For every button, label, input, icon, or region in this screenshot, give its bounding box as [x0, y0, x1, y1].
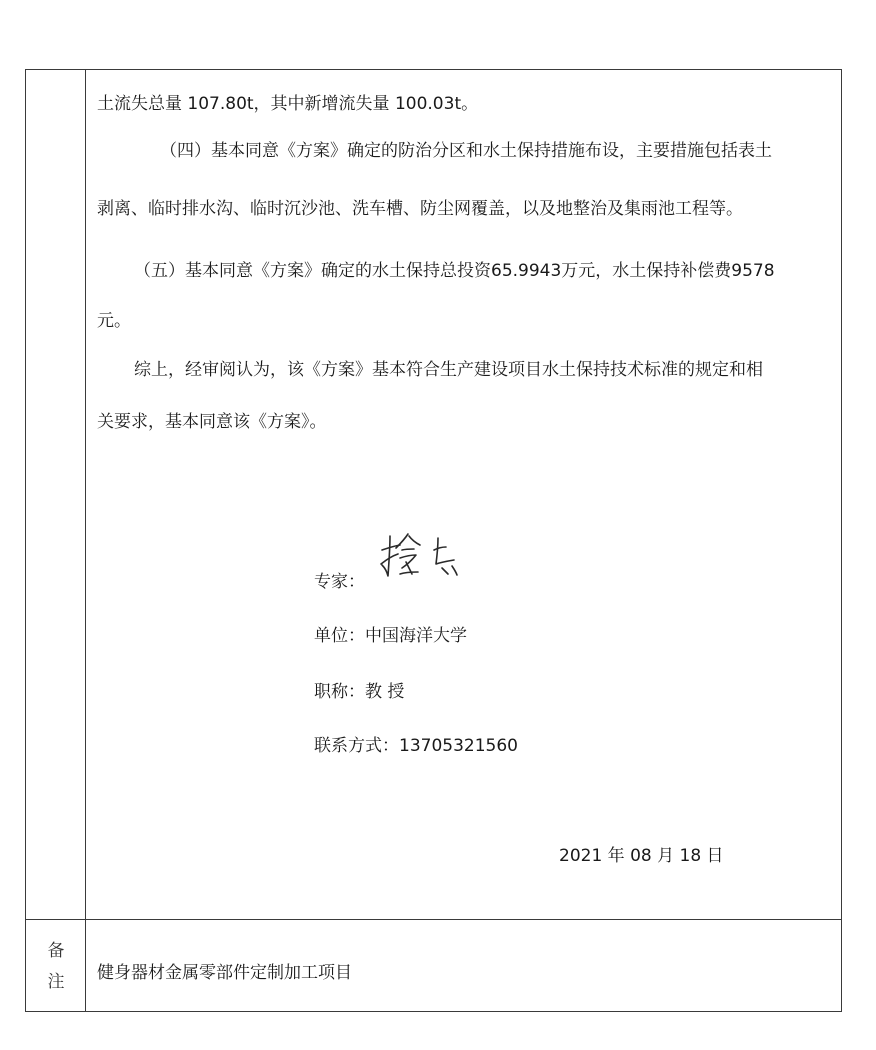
- opinion-item-4-line-2: 剥离、临时排水沟、临时沉沙池、洗车槽、防尘网覆盖，以及地整治及集雨池工程等。: [97, 199, 743, 219]
- remarks-label-char-2: 注: [47, 972, 65, 992]
- summary-line-1: 综上，经审阅认为，该《方案》基本符合生产建设项目水土保持技术标准的规定和相: [134, 360, 763, 380]
- column-divider: [85, 70, 86, 1011]
- remarks-label-char-1: 备: [47, 941, 65, 961]
- opinion-item-5-line-2: 元。: [97, 311, 131, 331]
- handwritten-signature: [376, 528, 466, 588]
- signoff-date: 2021 年 08 月 18 日: [559, 846, 724, 866]
- expert-title: 职称：教 授: [314, 682, 405, 702]
- review-form-table: [25, 69, 842, 1012]
- expert-label: 专家：: [314, 572, 365, 592]
- expert-contact: 联系方式：13705321560: [314, 736, 518, 756]
- opinion-item-5-line-1: （五）基本同意《方案》确定的水土保持总投资65.9943万元，水土保持补偿费9578: [134, 261, 775, 281]
- opinion-item-4-line-1: （四）基本同意《方案》确定的防治分区和水土保持措施布设，主要措施包括表土: [160, 141, 772, 161]
- summary-line-2: 关要求，基本同意该《方案》。: [97, 412, 327, 432]
- opinion-line-soil-loss: 土流失总量 107.80t，其中新增流失量 100.03t。: [97, 94, 479, 114]
- remarks-content: 健身器材金属零部件定制加工项目: [97, 963, 352, 983]
- row-divider: [26, 919, 841, 920]
- expert-unit: 单位：中国海洋大学: [314, 626, 467, 646]
